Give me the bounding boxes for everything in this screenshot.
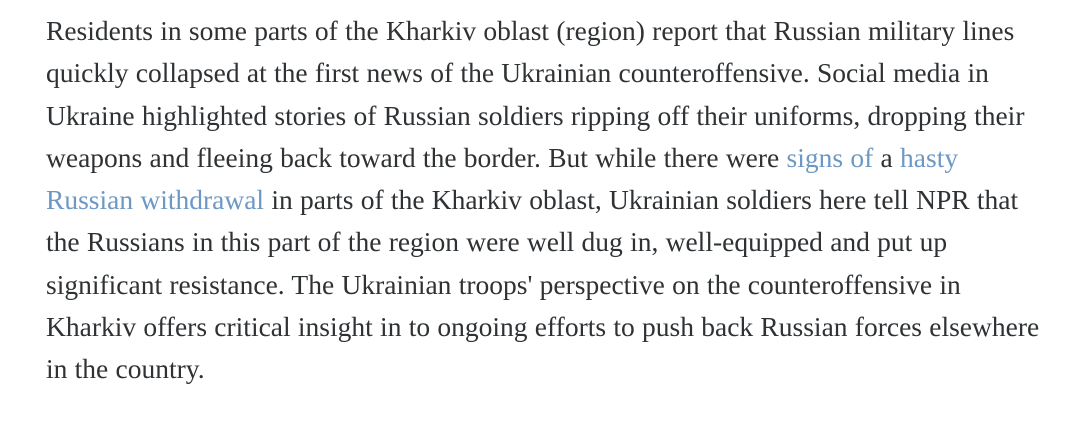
inline-link-signs-of[interactable]: signs of [786,141,874,173]
paragraph-text-segment-1: Residents in some parts of the Kharkiv oblast (region) report that Russian military lines quickly collapsed at the first news of the Ukrainian counteroffensive. Social media in Ukraine highlighted stories of Russian soldiers ripping off their uniforms, dropping their weapons and fleeing back toward the border. But while there were [46,15,1025,173]
paragraph-text-segment-2: a [873,141,901,173]
paragraph-text-segment-3: in parts of the Kharkiv oblast, Ukrainian soldiers here tell NPR that the Russians in this part of the region were well dug in, well-equipped and put up significant resistance. The Ukrainian troops' perspective on the counteroffensive in Kharkiv offers critical insight in to ongoing efforts to push back Russian forces elsewhere in the country. [46,184,1040,385]
article-paragraph [46,10,1050,391]
inline-link-hasty-russian-withdrawal[interactable]: hasty Russian withdrawal [46,141,959,216]
